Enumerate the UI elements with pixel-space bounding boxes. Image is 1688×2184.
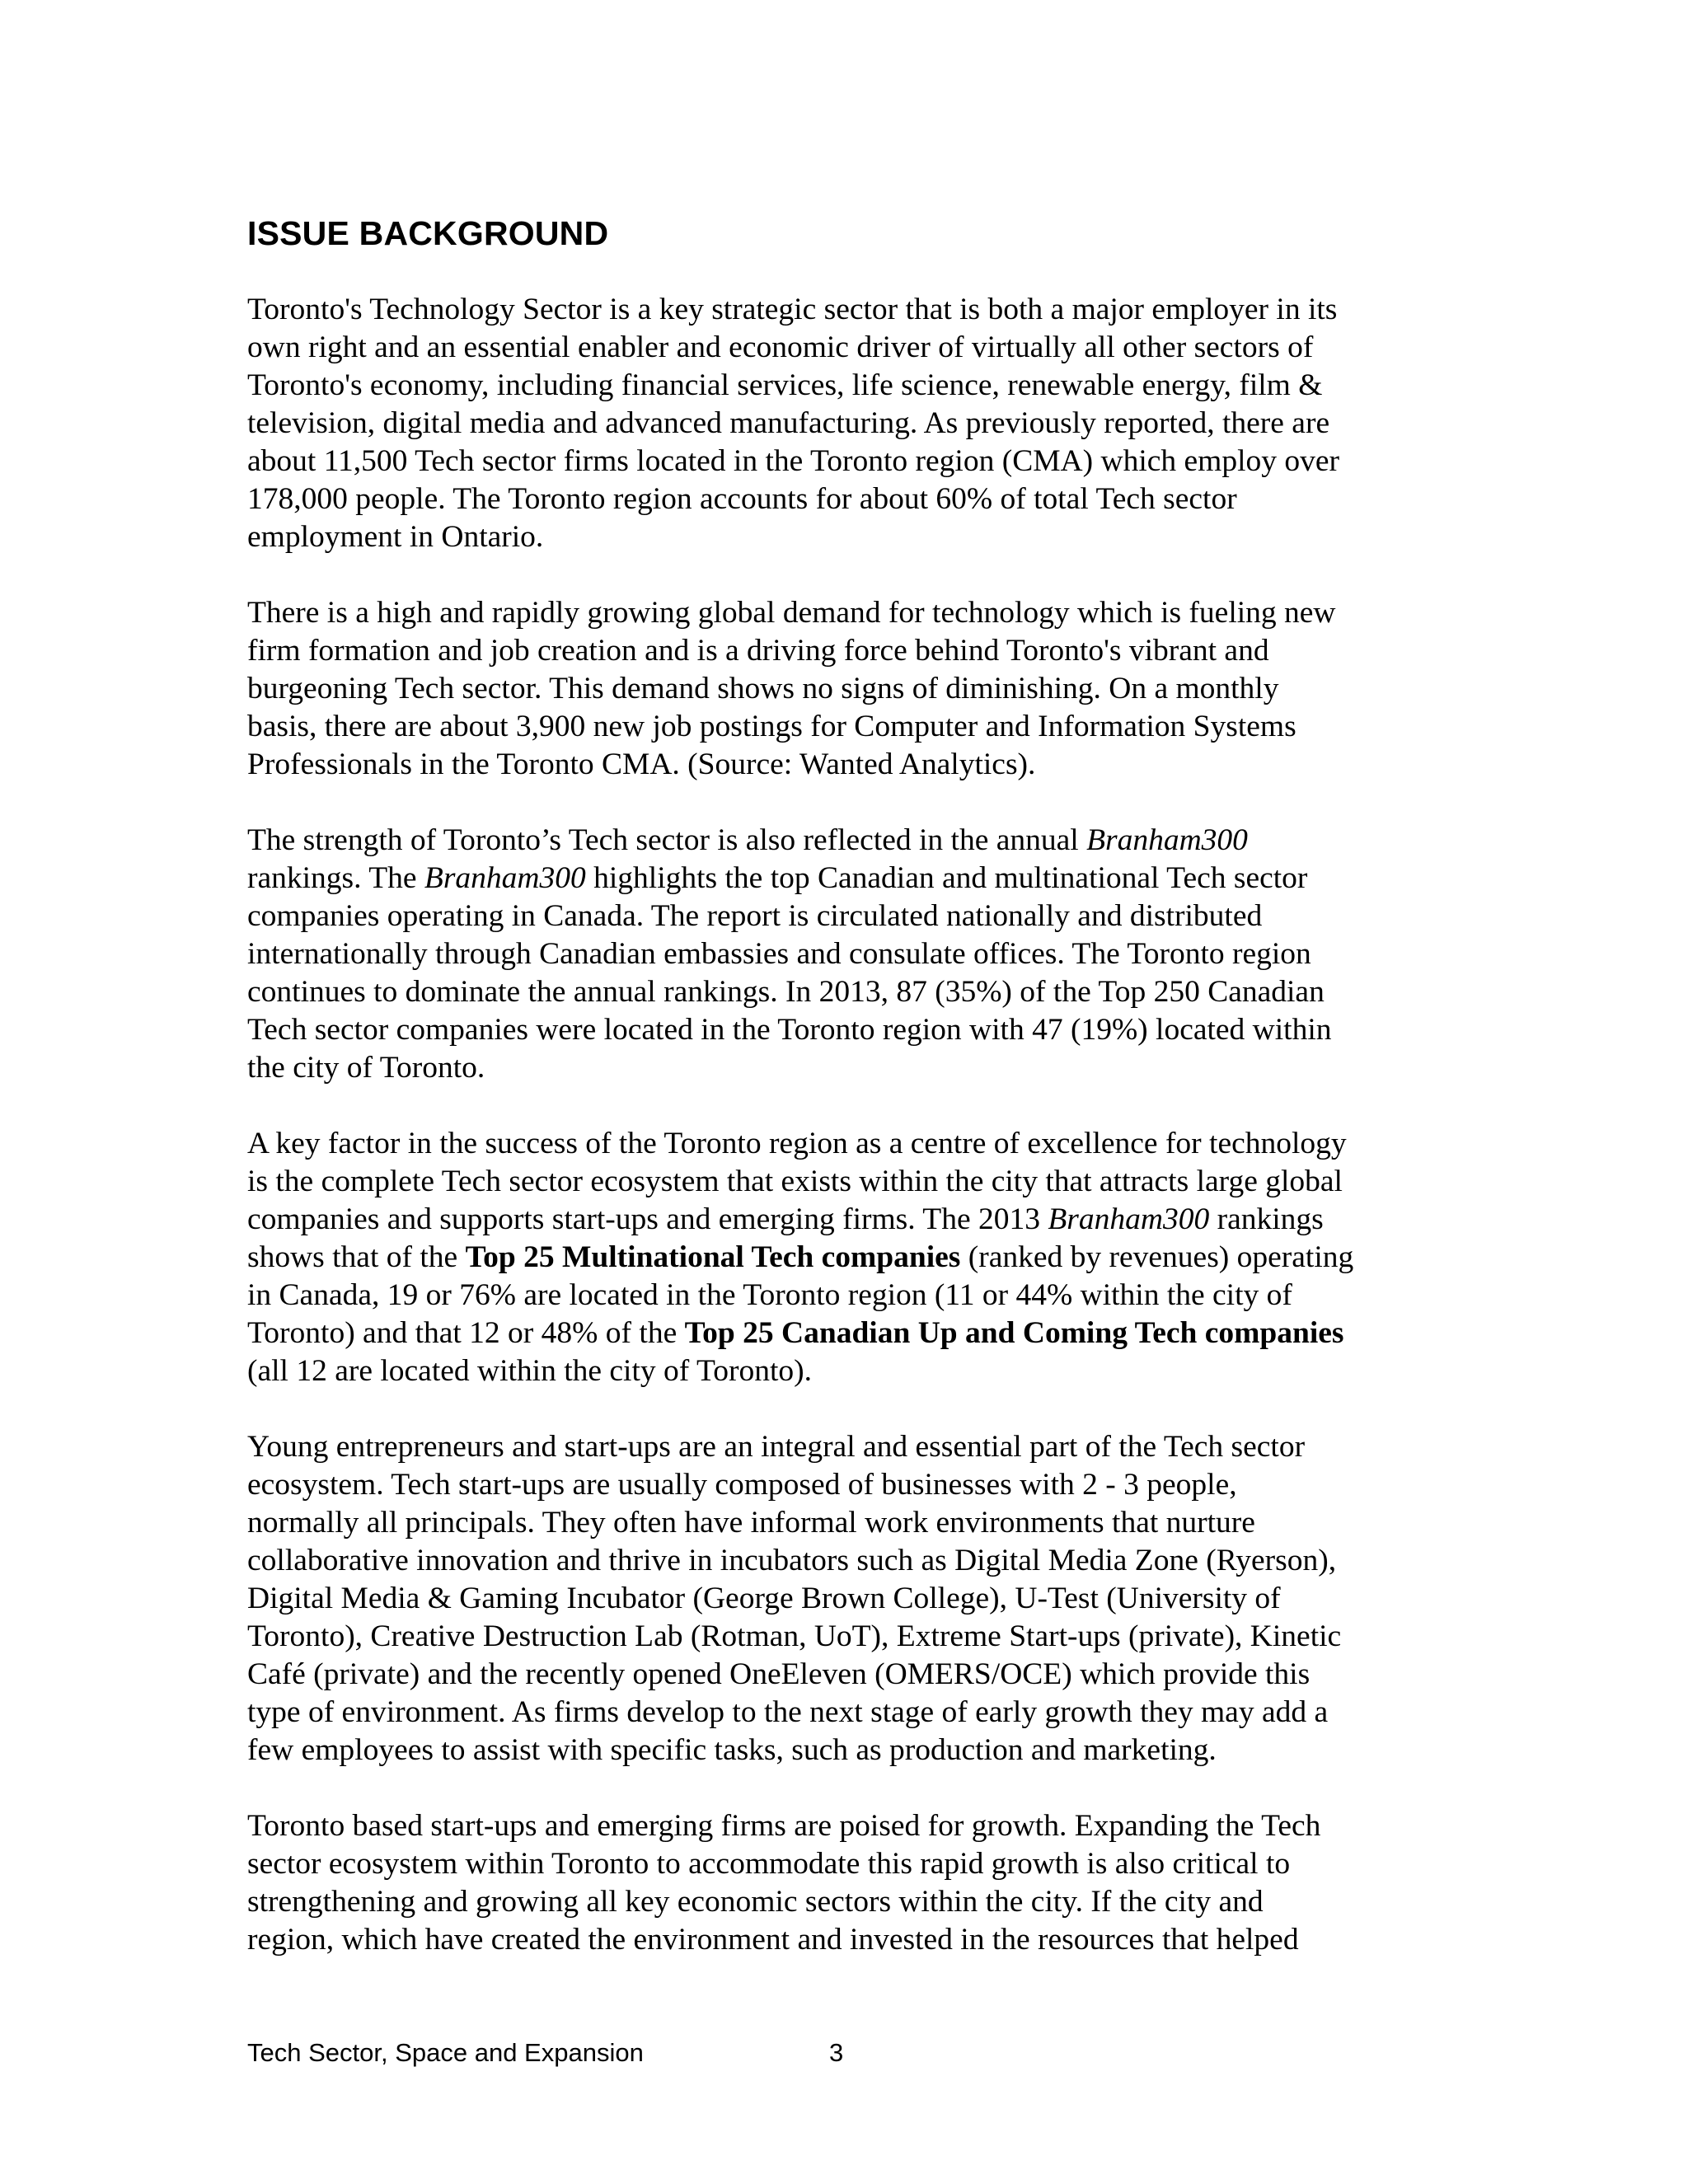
bold-emphasis: Top 25 Canadian Up and Coming Tech companies: [684, 1316, 1344, 1350]
text-line: is the complete Tech sector ecosystem that exists within the city that attracts large global: [247, 1165, 1343, 1198]
paragraph-tech-sector-overview: [247, 291, 1451, 556]
text-line: collaborative innovation and thrive in incubators such as Digital Media Zone (Ryerson),: [247, 1544, 1337, 1577]
text-line: strengthening and growing all key economic sectors within the city. If the city and: [247, 1885, 1264, 1919]
text-line: television, digital media and advanced manufacturing. As previously reported, there are: [247, 406, 1330, 440]
text-run: rankings: [1209, 1202, 1324, 1236]
italic-title: Branham300: [424, 861, 586, 895]
text-run: The strength of Toronto’s Tech sector is also reflected in the annual: [247, 823, 1087, 857]
text-run: shows that of the: [247, 1240, 466, 1274]
text-line: region, which have created the environment and invested in the resources that helped: [247, 1923, 1299, 1957]
text-line: normally all principals. They often have informal work environments that nurture: [247, 1506, 1255, 1540]
text-line: own right and an essential enabler and economic driver of virtually all other sectors of: [247, 330, 1314, 364]
text-line: the city of Toronto.: [247, 1051, 485, 1085]
text-line: companies operating in Canada. The report is circulated nationally and distributed: [247, 899, 1263, 933]
text-line: (all 12 are located within the city of Toronto).: [247, 1354, 813, 1388]
text-line: [247, 860, 1451, 898]
text-run: Toronto) and that 12 or 48% of the: [247, 1316, 685, 1350]
text-line: in Canada, 19 or 76% are located in the Toronto region (11 or 44% within the city of: [247, 1278, 1292, 1312]
paragraph-branham300-rankings: [247, 822, 1451, 1087]
text-line: few employees to assist with specific tasks, such as production and marketing.: [247, 1733, 1217, 1767]
section-heading: ISSUE BACKGROUND: [247, 214, 609, 252]
text-line: Tech sector companies were located in the Toronto region with 47 (19%) located within: [247, 1013, 1332, 1047]
paragraph-growth: [247, 1807, 1451, 1959]
paragraph-global-demand: [247, 594, 1451, 784]
text-run: highlights the top Canadian and multinational Tech sector: [585, 861, 1308, 895]
text-line: There is a high and rapidly growing global demand for technology which is fueling new: [247, 596, 1336, 630]
text-line: ecosystem. Tech start-ups are usually composed of businesses with 2 - 3 people,: [247, 1468, 1237, 1502]
italic-title: Branham300: [1086, 823, 1248, 857]
text-line: Toronto based start-ups and emerging firms are poised for growth. Expanding the Tech: [247, 1809, 1321, 1843]
bold-emphasis: Top 25 Multinational Tech companies: [465, 1240, 961, 1274]
text-line: Toronto), Creative Destruction Lab (Rotman, UoT), Extreme Start-ups (private), Kinetic: [247, 1619, 1342, 1653]
text-line: sector ecosystem within Toronto to accommodate this rapid growth is also critical to: [247, 1847, 1291, 1881]
text-line: A key factor in the success of the Toronto region as a centre of excellence for technology: [247, 1127, 1347, 1160]
text-line: [247, 1201, 1451, 1239]
italic-title: Branham300: [1048, 1202, 1210, 1236]
text-line: Young entrepreneurs and start-ups are an integral and essential part of the Tech sector: [247, 1430, 1306, 1464]
text-line: basis, there are about 3,900 new job postings for Computer and Information Systems: [247, 710, 1296, 743]
text-line: 178,000 people. The Toronto region accounts for about 60% of total Tech sector: [247, 482, 1237, 516]
text-line: employment in Ontario.: [247, 520, 544, 554]
text-run: rankings. The: [247, 861, 424, 895]
footer-page-number: 3: [829, 2038, 844, 2067]
text-line: burgeoning Tech sector. This demand shows no signs of diminishing. On a monthly: [247, 672, 1279, 705]
text-line: continues to dominate the annual rankings. In 2013, 87 (35%) of the Top 250 Canadian: [247, 975, 1325, 1009]
text-line: firm formation and job creation and is a driving force behind Toronto's vibrant and: [247, 634, 1269, 668]
footer-document-title: Tech Sector, Space and Expansion: [247, 2038, 644, 2067]
text-line: Café (private) and the recently opened OneEleven (OMERS/OCE) which provide this: [247, 1657, 1311, 1691]
paragraph-startups: [247, 1428, 1451, 1769]
text-run: companies and supports start-ups and emerging firms. The 2013: [247, 1202, 1048, 1236]
text-line: Toronto's economy, including financial services, life science, renewable energy, film &: [247, 368, 1323, 402]
text-line: type of environment. As firms develop to the next stage of early growth they may add a: [247, 1695, 1329, 1729]
paragraph-ecosystem-success: [247, 1125, 1451, 1390]
text-line: [247, 1315, 1451, 1352]
text-line: Digital Media & Gaming Incubator (George Brown College), U-Test (University of: [247, 1582, 1281, 1615]
text-line: [247, 822, 1451, 860]
text-line: internationally through Canadian embassies and consulate offices. The Toronto region: [247, 937, 1311, 971]
text-line: Professionals in the Toronto CMA. (Source: Wanted Analytics).: [247, 748, 1036, 781]
text-line: Toronto's Technology Sector is a key strategic sector that is both a major employer in its: [247, 293, 1338, 326]
text-line: [247, 1239, 1451, 1277]
body-text: [247, 291, 1451, 1997]
text-line: about 11,500 Tech sector firms located in the Toronto region (CMA) which employ over: [247, 444, 1340, 478]
text-run: (ranked by revenues) operating: [960, 1240, 1354, 1274]
